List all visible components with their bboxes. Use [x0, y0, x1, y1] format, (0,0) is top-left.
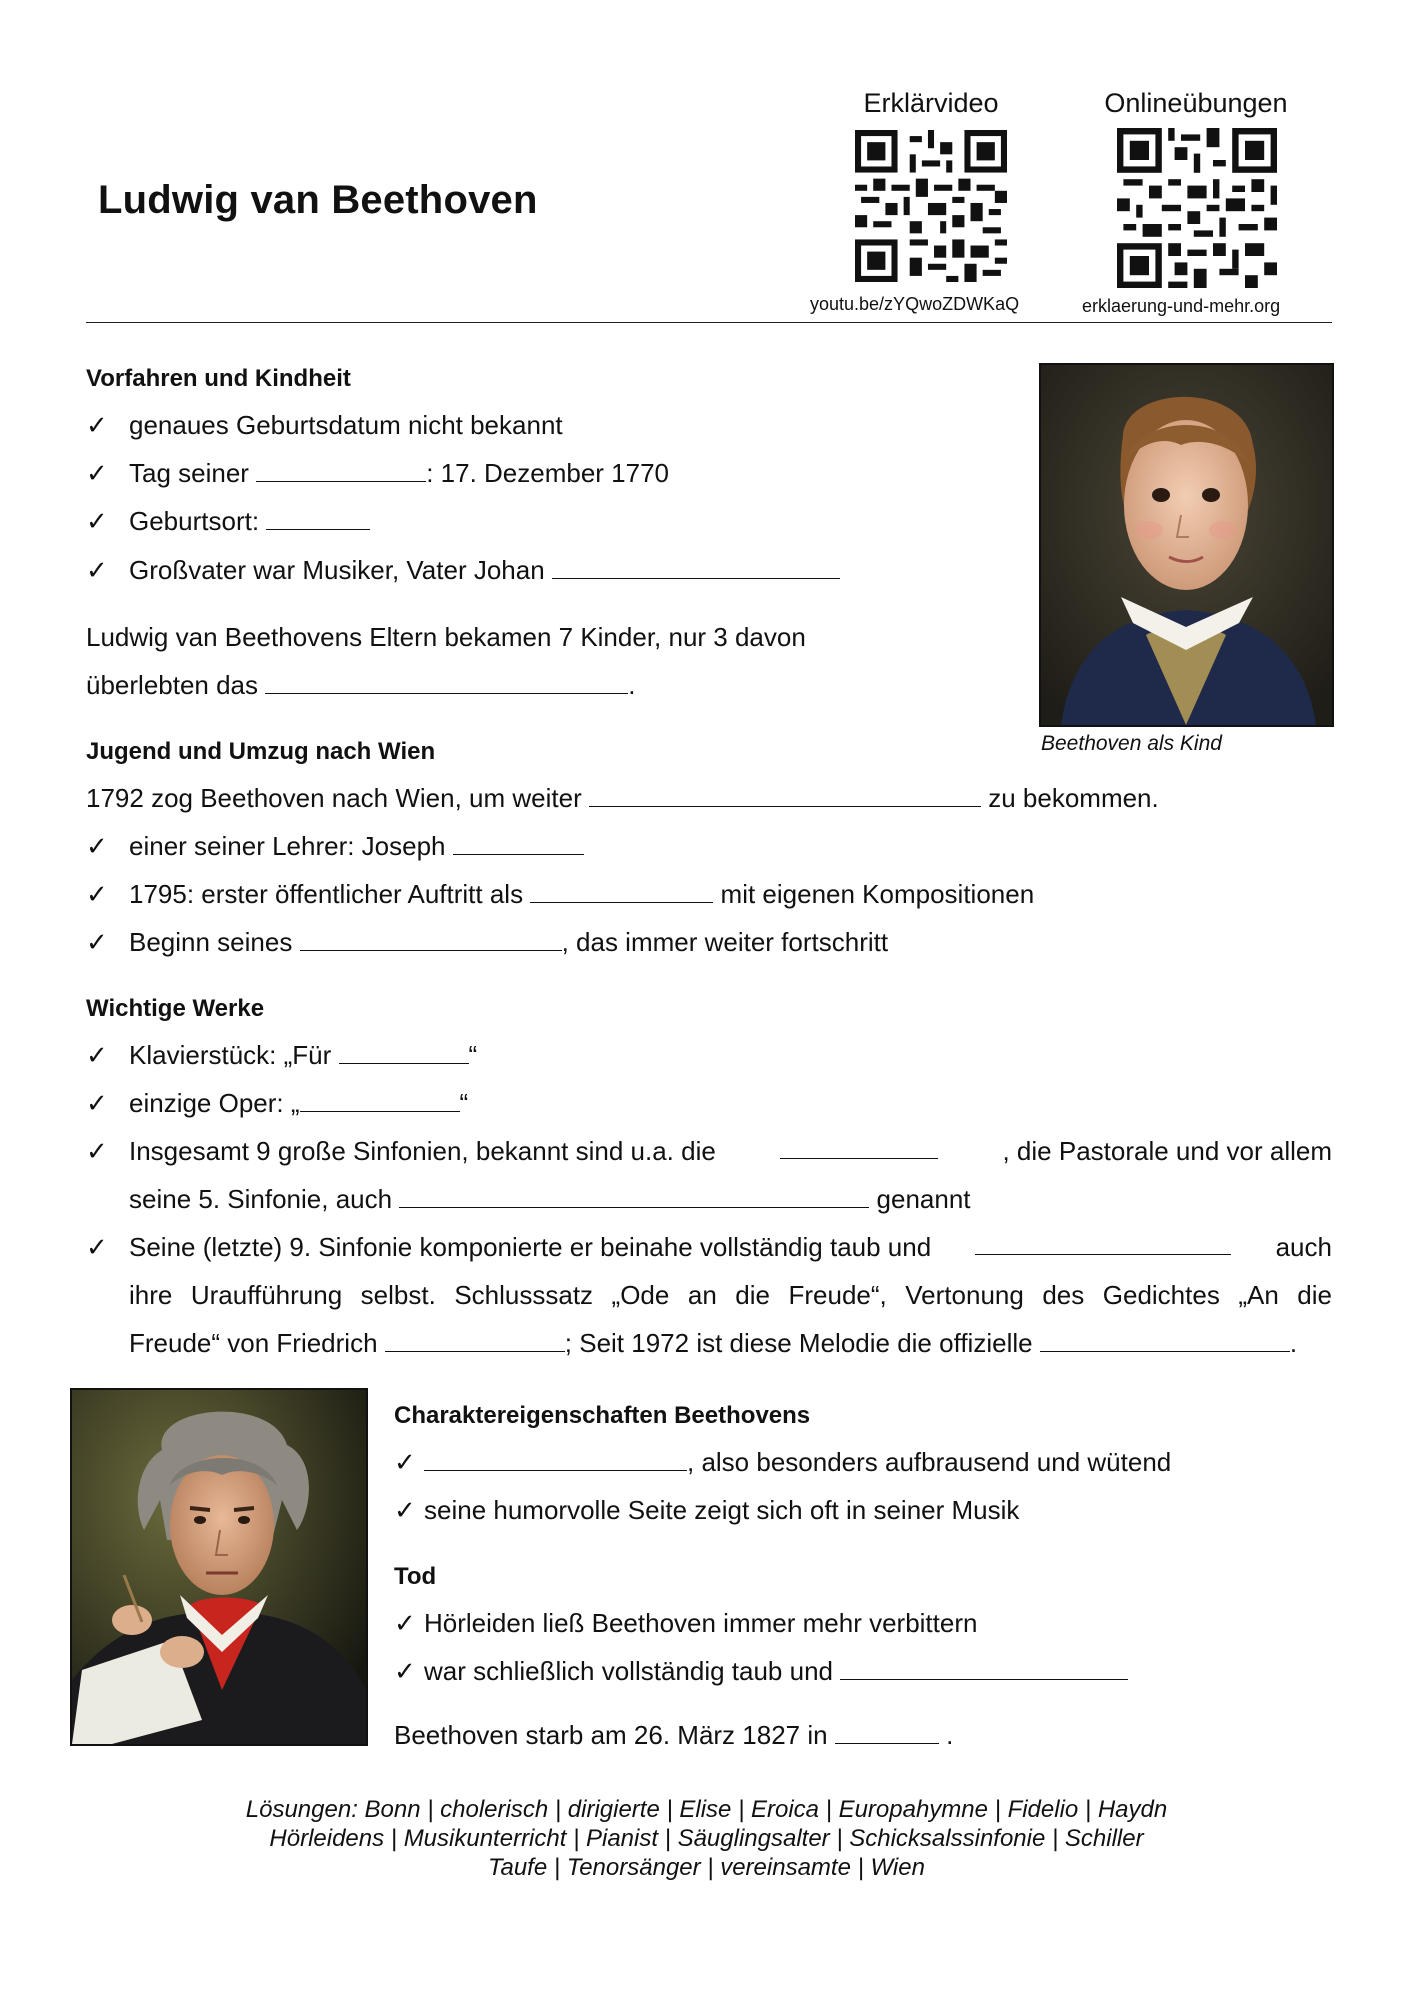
heading-youth-vienna: Jugend und Umzug nach Wien — [86, 738, 436, 765]
list-item: ✓ 1795: erster öffentlicher Auftritt als mit eigenen Kompositionen — [86, 879, 1035, 909]
check-icon: ✓ — [86, 458, 108, 488]
check-icon: ✓ — [394, 1656, 416, 1686]
blank-field[interactable] — [399, 1185, 869, 1208]
header-divider — [86, 322, 1332, 323]
blank-field[interactable] — [424, 1448, 687, 1471]
list-item-continued: seine 5. Sinfonie, auch genannt — [129, 1184, 971, 1214]
check-icon: ✓ — [86, 555, 108, 585]
blank-field[interactable] — [530, 880, 713, 903]
list-item: ✓ genaues Geburtsdatum nicht bekannt — [86, 410, 563, 440]
blank-field[interactable] — [339, 1041, 469, 1064]
blank-field[interactable] — [780, 1136, 938, 1159]
check-icon: ✓ — [86, 879, 108, 909]
list-item: ✓ Geburtsort: — [86, 506, 370, 537]
blank-field[interactable] — [589, 784, 981, 807]
list-item: ✓ seine humorvolle Seite zeigt sich oft in seiner Musik — [394, 1495, 1020, 1525]
blank-field[interactable] — [453, 832, 584, 855]
qr-video-label: Erklärvideo — [863, 88, 999, 118]
list-item-continued: ihre Uraufführung selbst. Schlusssatz „Ode an die Freude“, Vertonung des Gedichtes „An die — [129, 1280, 1332, 1310]
check-icon: ✓ — [86, 1136, 108, 1166]
portrait-beethoven-child — [1039, 363, 1334, 727]
blank-field[interactable] — [265, 671, 628, 694]
blank-field[interactable] — [975, 1232, 1231, 1255]
list-item-continued: Freude“ von Friedrich ; Seit 1972 ist diese Melodie die offizielle . — [129, 1328, 1298, 1358]
list-item: ✓ Beginn seines , das immer weiter fortschritt — [86, 927, 889, 957]
portrait-beethoven-adult — [70, 1388, 368, 1746]
blank-field[interactable] — [256, 459, 426, 482]
list-item: ✓ einer seiner Lehrer: Joseph — [86, 831, 584, 862]
qr-code-video-icon[interactable] — [855, 130, 1007, 282]
list-item: ✓ Hörleiden ließ Beethoven immer mehr verbittern — [394, 1608, 978, 1638]
qr-code-exercises-icon[interactable] — [1117, 128, 1277, 288]
heading-death: Tod — [394, 1563, 437, 1590]
list-item: ✓ war schließlich vollständig taub und — [394, 1656, 1128, 1687]
paragraph-line: überlebten das . — [86, 670, 636, 700]
solutions-line: Hörleidens | Musikunterricht | Pianist | Säuglingsalter | Schicksalssinfonie | Schiller — [269, 1825, 1144, 1852]
check-icon: ✓ — [86, 1088, 108, 1118]
caption-child-portrait: Beethoven als Kind — [1041, 732, 1222, 755]
qr-exercises-label: Onlineübungen — [1104, 88, 1288, 118]
qr-exercises-url[interactable]: erklaerung-und-mehr.org — [1082, 296, 1281, 316]
blank-field[interactable] — [385, 1329, 565, 1352]
heading-important-works: Wichtige Werke — [86, 995, 265, 1022]
blank-field[interactable] — [835, 1721, 939, 1744]
blank-field[interactable] — [300, 1089, 460, 1112]
heading-character-traits: Charaktereigenschaften Beethovens — [394, 1402, 811, 1429]
list-item: ✓ einzige Oper: „ “ — [86, 1088, 469, 1118]
solutions-line: Taufe | Tenorsänger | vereinsamte | Wien — [488, 1854, 925, 1881]
blank-field[interactable] — [552, 556, 840, 579]
paragraph-line: Ludwig van Beethovens Eltern bekamen 7 Kinder, nur 3 davon — [86, 622, 806, 652]
list-item: ✓ Klavierstück: „Für “ — [86, 1040, 478, 1070]
page-title: Ludwig van Beethoven — [98, 178, 538, 222]
blank-field[interactable] — [840, 1657, 1128, 1680]
check-icon: ✓ — [86, 1232, 108, 1262]
blank-field[interactable] — [266, 507, 370, 530]
check-icon: ✓ — [86, 831, 108, 861]
check-icon: ✓ — [86, 410, 108, 440]
heading-ancestry-childhood: Vorfahren und Kindheit — [86, 365, 351, 392]
list-item: ✓ Großvater war Musiker, Vater Johan — [86, 555, 840, 586]
blank-field[interactable] — [1040, 1329, 1290, 1352]
list-item: ✓ Tag seiner : 17. Dezember 1770 — [86, 458, 670, 488]
paragraph-line: Beethoven starb am 26. März 1827 in . — [394, 1720, 954, 1750]
check-icon: ✓ — [86, 1040, 108, 1070]
check-icon: ✓ — [86, 927, 108, 957]
list-item: ✓ Insgesamt 9 große Sinfonien, bekannt sind u.a. die , die Pastorale und vor allem — [86, 1136, 1332, 1166]
list-item: ✓ Seine (letzte) 9. Sinfonie komponierte er beinahe vollständig taub und auch — [86, 1232, 1332, 1262]
qr-video-url[interactable]: youtu.be/zYQwoZDWKaQ — [810, 294, 1020, 314]
check-icon: ✓ — [86, 506, 108, 536]
check-icon: ✓ — [394, 1495, 416, 1525]
list-item: ✓ , also besonders aufbrausend und wütend — [394, 1447, 1172, 1477]
check-icon: ✓ — [394, 1447, 416, 1477]
paragraph-line: 1792 zog Beethoven nach Wien, um weiter zu bekommen. — [86, 783, 1159, 813]
blank-field[interactable] — [300, 928, 562, 951]
solutions-word-bank — [100, 1795, 1313, 1882]
check-icon: ✓ — [394, 1608, 416, 1638]
solutions-line: Lösungen: Bonn | cholerisch | dirigierte | Elise | Eroica | Europahymne | Fidelio | Haydn — [245, 1796, 1168, 1823]
